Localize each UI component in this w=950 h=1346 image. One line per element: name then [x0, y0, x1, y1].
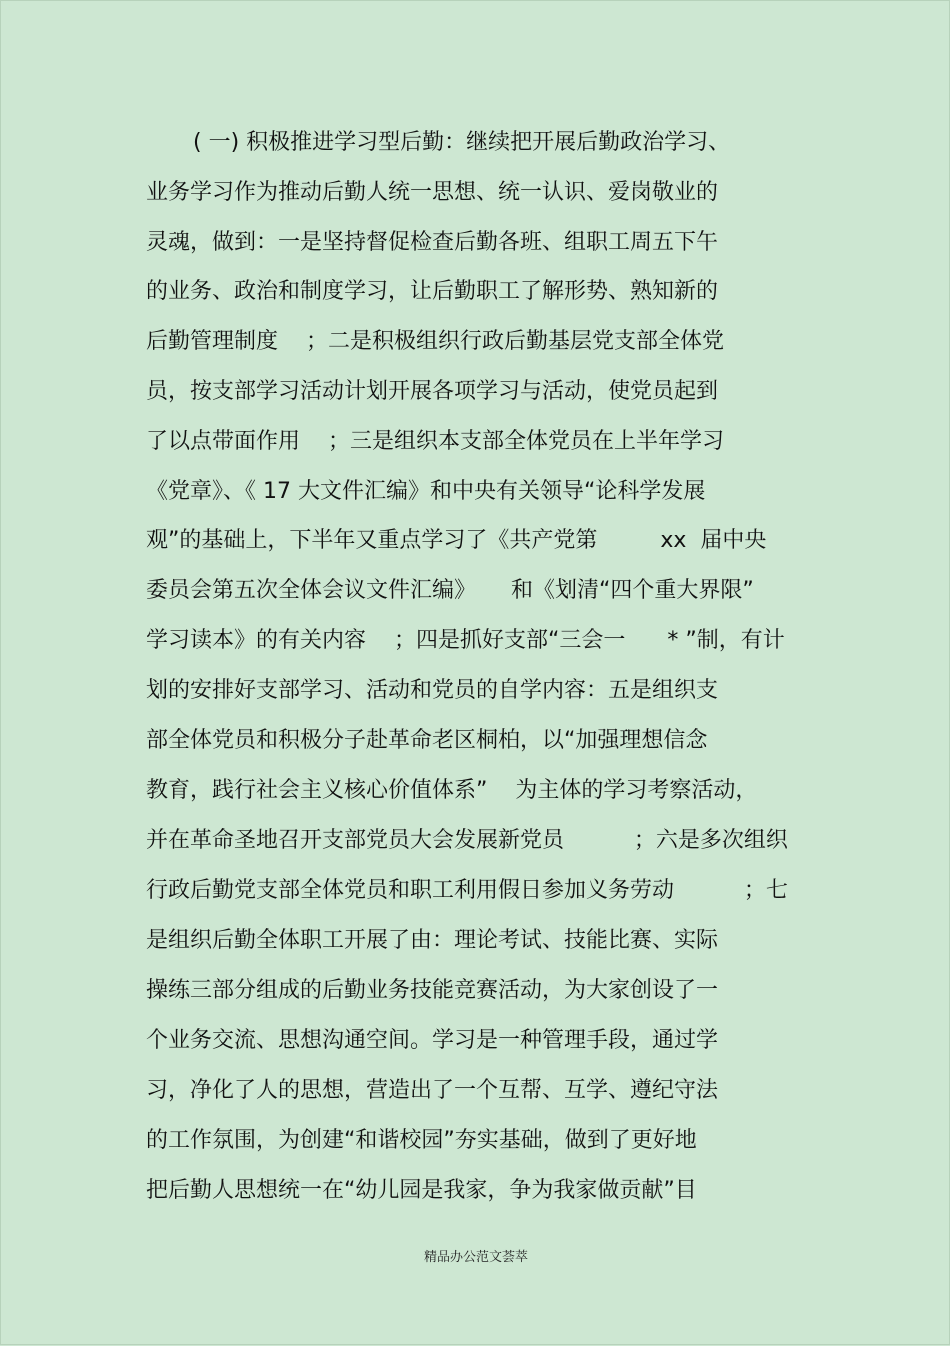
paragraph-line: ( 一) 积极推进学习型后勤：继续把开展后勤政治学习、	[193, 130, 731, 155]
paragraph-line: 观”的基础上，下半年又重点学习了《共产党第 xx 届中央	[146, 528, 767, 553]
paragraph-line: 部全体党员和积极分子赴革命老区桐柏，以“加强理想信念	[146, 728, 708, 753]
paragraph-line: 《党章》、《 17 大文件汇编》和中央有关领导“论科学发展	[146, 479, 706, 504]
paragraph-line: 委员会第五次全体会议文件汇编》 和《划清“四个重大界限”	[146, 578, 754, 603]
paragraph-line: 划的安排好支部学习、活动和党员的自学内容：五是组织支	[146, 678, 719, 703]
paragraph-line: 的工作氛围，为创建“和谐校园”夯实基础，做到了更好地	[146, 1128, 697, 1153]
paragraph-line: 业务学习作为推动后勤人统一思想、统一认识、爱岗敬业的	[146, 180, 719, 205]
paragraph-line: 操练三部分组成的后勤业务技能竞赛活动，为大家创设了一	[146, 978, 719, 1003]
paragraph-line: 灵魂，做到：一是坚持督促检查后勤各班、组职工周五下午	[146, 230, 719, 255]
body-paragraph	[1, 1, 950, 1346]
paragraph-line: 的业务、政治和制度学习，让后勤职工了解形势、熟知新的	[146, 279, 719, 304]
paragraph-line: 个业务交流、思想沟通空间。学习是一种管理手段，通过学	[146, 1028, 719, 1053]
paragraph-line: 并在革命圣地召开支部党员大会发展新党员 ；六是多次组织	[146, 828, 788, 853]
paragraph-line: 后勤管理制度 ；二是积极组织行政后勤基层党支部全体党	[146, 329, 724, 354]
paragraph-line: 把后勤人思想统一在“幼儿园是我家，争为我家做贡献”目	[146, 1178, 697, 1203]
paragraph-line: 教育，践行社会主义核心价值体系” 为主体的学习考察活动，	[146, 778, 758, 803]
page-footer: 精品办公范文荟萃	[423, 1250, 528, 1265]
paragraph-line: 员，按支部学习活动计划开展各项学习与活动，使党员起到	[146, 379, 719, 404]
paragraph-line: 习，净化了人的思想，营造出了一个互帮、互学、遵纪守法	[146, 1078, 719, 1103]
paragraph-line: 了以点带面作用 ；三是组织本支部全体党员在上半年学习	[146, 429, 724, 454]
paragraph-line: 学习读本》的有关内容 ；四是抓好支部“三会一 * ”制，有计	[146, 628, 785, 653]
paragraph-line: 行政后勤党支部全体党员和职工利用假日参加义务劳动 ；七	[146, 878, 788, 903]
paragraph-line: 是组织后勤全体职工开展了由：理论考试、技能比赛、实际	[146, 928, 719, 953]
